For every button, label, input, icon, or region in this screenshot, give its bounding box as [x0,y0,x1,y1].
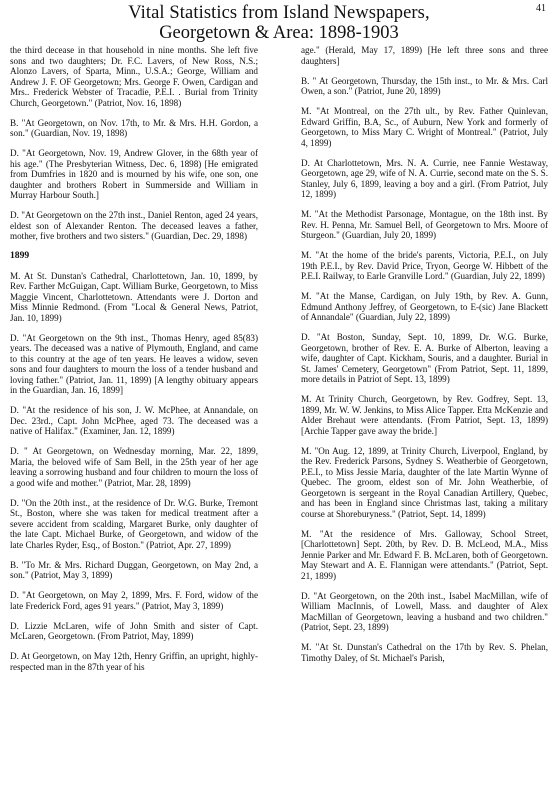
entry: M. "At Montreal, on the 27th ult., by Rev. Father Quinlevan, Edward Griffin, B.A, Sc., of Auburn, New York and formerly of Georgetown, to Miss Mary C. Wright of Montreal." (Patriot, July 4, 1899) [301,106,548,148]
entry: D. "On the 20th inst., at the residence of Dr. W.G. Burke, Tremont St., Boston, where she was taken for medical treatment after a severe accident from scalding, Margaret Burke, only daughter of the late Capt. Michael Burke, of Georgetown, and widow of the late Charles Ryder, Esq., of Boston." (Patriot, Apr. 27, 1899) [10,497,258,550]
entry: M. "At the Methodist Parsonage, Montague, on the 18th inst. By Rev. H. Penna, Mr. Samuel Bell, of Georgetown to Mrs. Moore of Sturgeon." (Guardian, July 20, 1899) [301,209,548,240]
entry: D. "At Georgetown, Nov. 19, Andrew Glover, in the 68th year of his age." (The Presbyterian Witness, Dec. 6, 1898) [He emigrated from Dumfries in 1820 and is mourned by his wife, one son, one daughter and brothers Robert in Summerside and William in Murray Harbour South.] [10,148,258,200]
entry: age." (Herald, May 17, 1899) [He left three sons and three daughters] [301,45,548,66]
page-title: Vital Statistics from Island Newspapers, [128,3,430,23]
entry: M. "At the residence of Mrs. Galloway, School Street, [Charlottetown] Sept. 20th, by Rev. D. B. McLeod, M.A., Miss Jennie Parker and Mr. Edward F. B. McLaren, both of Georgetown. May Stewart and A. E. Flannigan were attendants." (Patriot, Sept. 21, 1899) [301,528,548,581]
entry: D. "At Georgetown, on May 2, 1899, Mrs. F. Ford, widow of the late Frederick Ford, ages 91 years." (Patriot, May 3, 1899) [10,590,258,611]
page-header [0,4,558,44]
left-column [10,45,258,682]
entry: D. At Charlottetown, Mrs. N. A. Currie, nee Fannie Westaway, Georgetown, age 29, wife of N. A. Currie, second mate on the S. S. Stanley, July 6, 1899, leaving a boy and a girl. (From Patriot, July 12, 1899) [301,157,548,199]
entry: the third decease in that household in nine months. She left five sons and two daughters; Dr. F.C. Lavers, of New Ross, N.S.; Alonzo Lavers, of Sparta, Minn., U.S.A.; George, William and Andrew J. F. OF Georgetown; Mrs. George F. Owen, Cardigan and Mrs.. Frederick Webster of Tracadie, P.E.I. . Burial from Trinity Church, Georgetown." (Patriot, Nov. 16, 1898) [10,45,258,108]
entry: B. " At Georgetown, Thursday, the 15th inst., to Mr. & Mrs. Carl Owen, a son." (Patriot, June 20, 1899) [301,75,548,96]
page-subtitle: Georgetown & Area: 1898-1903 [159,23,399,43]
entry: D. "At Georgetown on the 27th inst., Daniel Renton, aged 24 years, eldest son of Alexander Renton. The deceased leaves a father, mother, five brothers and two sisters." (Guardian, Dec. 29, 1898) [10,210,258,241]
entry: B. "To Mr. & Mrs. Richard Duggan, Georgetown, on May 2nd, a son." (Patriot, May 3, 1899) [10,559,258,580]
entry: M. At St. Dunstan's Cathedral, Charlottetown, Jan. 10, 1899, by Rev. Farther McGuigan, Capt. William Burke, Georgetown, to Miss Maggie Vincent, Charlottetown. Attendants were J. Dorton and Miss Minnie Redmond. (From "Local & General News, Patriot, Jan. 10, 1899) [10,270,258,323]
entry: D. " At Georgetown, on Wednesday morning, Mar. 22, 1899, Maria, the beloved wife of Sam Bell, in the 25th year of her age leaving a sorrowing husband and four children to mourn the loss of a good wife and mother." (Patriot, Mar. 28, 1899) [10,446,258,488]
entry: M. "At the home of the bride's parents, Victoria, P.E.I., on July 19th P.E.I., by Rev. David Price, Tryon, George W. Hibbett of the P.E.I. Railway, to Earle Granville Lord." (Guardian, July 22, 1899) [301,250,548,281]
year-heading: 1899 [10,250,30,261]
entry: D. Lizzie McLaren, wife of John Smith and sister of Capt. McLaren, Georgetown. (From Patriot, May, 1899) [10,620,258,641]
entry: M. "On Aug. 12, 1899, at Trinity Church, Liverpool, England, by the Rev. Frederick Parsons, Sydney S. Weatherbie of Georgetown, P.E.I., to Miss Jessie Maria, daughter of the late Martin Wynne of Quebec. The groom, eldest son of Mr. John Weatherbie, of Georgetown is sergeant in the Royal Canadian Artillery, Quebec, and has been in England since Christmas last, taking a military course at Shoreburyness." (Patriot, Sept. 14, 1899) [301,445,548,519]
entry: M. At Trinity Church, Georgetown, by Rev. Godfrey, Sept. 13, 1899, Mr. W. W. Jenkins, to Miss Alice Tapper. Etta McKenzie and Alder Brehaut were attendants. (From Patriot, Sept. 13, 1899) [Archie Tapper gave away the bride.] [301,394,548,436]
page-number: 41 [536,3,546,14]
entry: D. "At Georgetown on the 9th inst., Thomas Henry, aged 85(83) years. The deceased was a native of Plymouth, England, and came to this country at the age of ten years. He leaves a widow, seven sons and four daughters to mourn the loss of a tender husband and loving father." (Patriot, Jan. 11, 1899) [A lengthy obituary appears in the Guardian, Jan. 16, 1899] [10,332,258,395]
entry: M. "At St. Dunstan's Cathedral on the 17th by Rev. S. Phelan, Timothy Daley, of St. Michael's Parish, [301,642,548,663]
entry: D. At Georgetown, on May 12th, Henry Griffin, an upright, highly-respected man in the 87th year of his [10,651,258,672]
entry: B. "At Georgetown, on Nov. 17th, to Mr. & Mrs. H.H. Gordon, a son." (Guardian, Nov. 19, 1898) [10,117,258,138]
entry: D. "At Georgetown, on the 20th inst., Isabel MacMillan, wife of William MacInnis, of Lowell, Mass. and daughter of Alex MacMillan of Georgetown, leaving a husband and two children." (Patriot, Sept. 23, 1899) [301,590,548,632]
entry: D. "At the residence of his son, J. W. McPhee, at Annandale, on Dec. 23rd., Capt. John McPhee, aged 73. The deceased was a native of Halifax." (Examiner, Jan. 12, 1899) [10,405,258,436]
entry: D. "At Boston, Sunday, Sept. 10, 1899, Dr. W.G. Burke, Georgetown, brother of Rev. E. A. Burke of Alberton, leaving a wife, daughter of Capt. Kickham, Souris, and a daughter. Burial in St. James' Cemetery, Georgetown" (From Patriot, Sept. 11, 1899, more details in Patriot of Sept. 13, 1899) [301,332,548,384]
entry: M. "At the Manse, Cardigan, on July 19th, by Rev. A. Gunn, Edmund Anthony Jeffrey, of Georgetown, to E-(sic) Jane Blackett of Annandale" (Guardian, July 22, 1899) [301,291,548,322]
right-column [301,45,548,673]
